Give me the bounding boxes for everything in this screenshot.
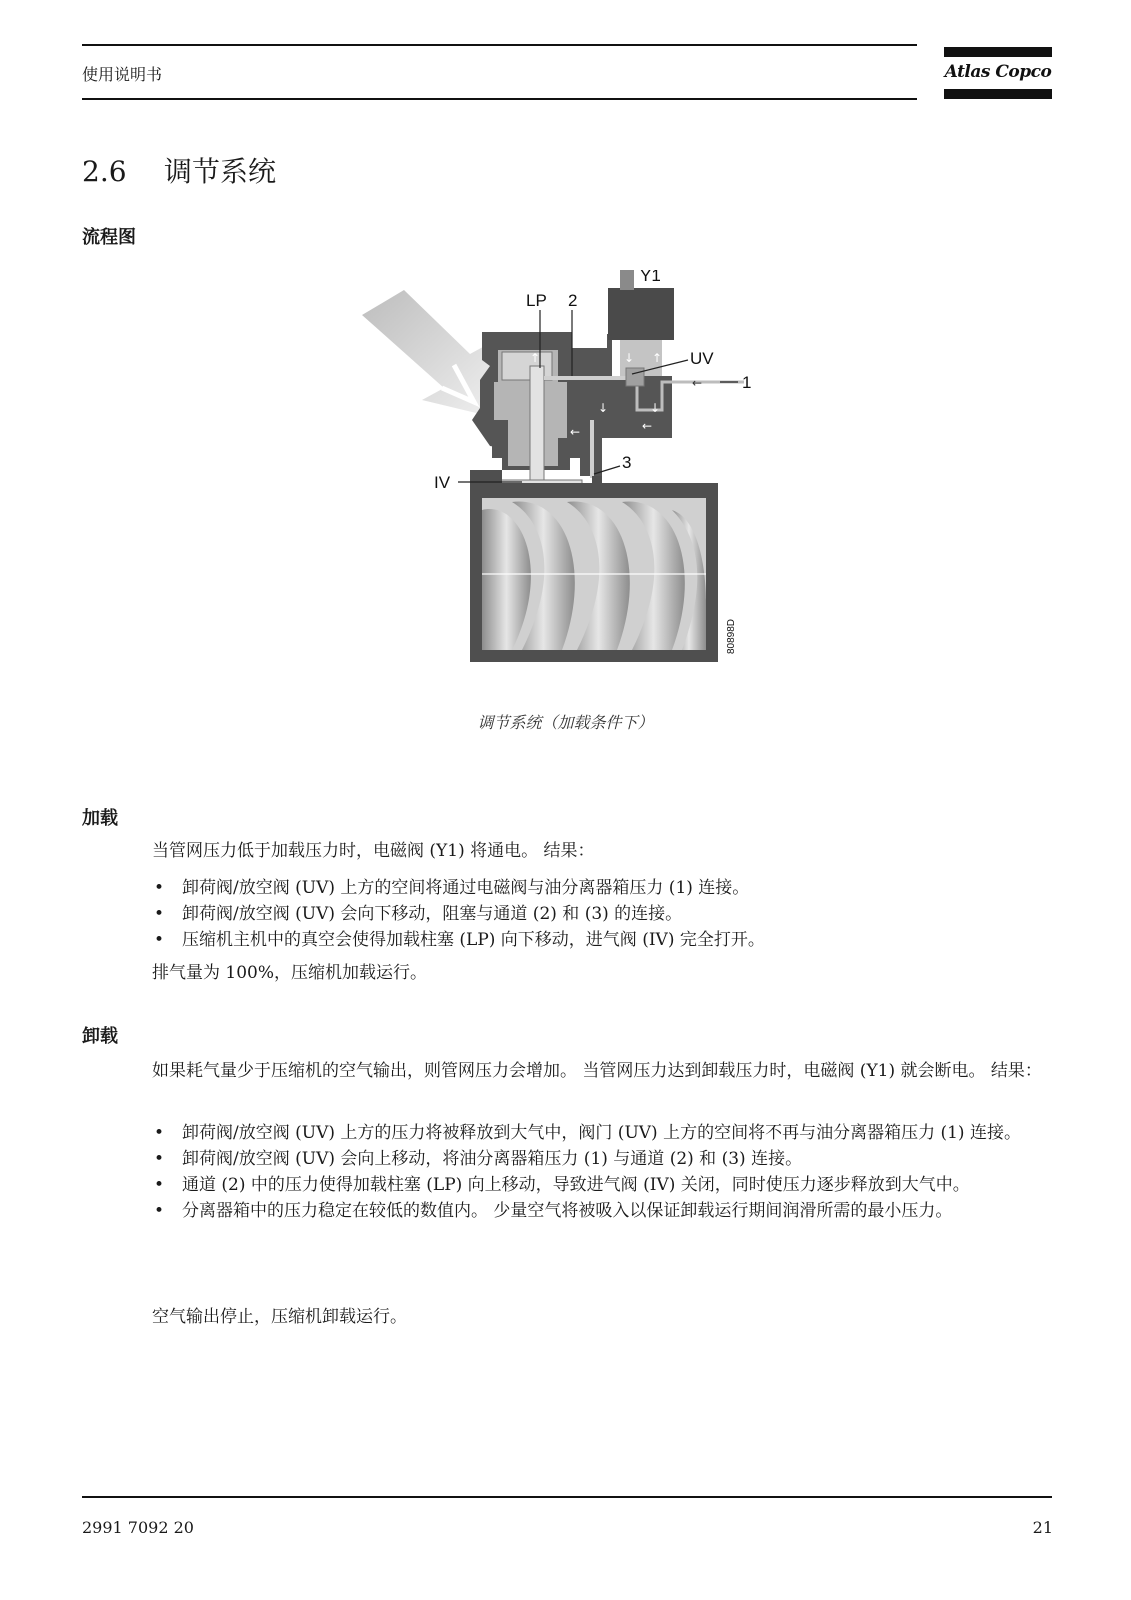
list-item: • 卸荷阀/放空阀 (UV) 上方的空间将通过电磁阀与油分离器箱压力 (1) 连接。 bbox=[152, 875, 1057, 901]
loading-bullet-list bbox=[152, 875, 1057, 953]
page-number: 21 bbox=[1032, 1518, 1053, 1537]
section-number: 2.6 bbox=[82, 155, 127, 188]
label-2: 2 bbox=[568, 291, 578, 310]
section-title: 调节系统 bbox=[164, 155, 277, 188]
figure-reference: 80898D bbox=[726, 618, 737, 654]
list-item: • 压缩机主机中的真空会使得加载柱塞 (LP) 向下移动，进气阀 (IV) 完全打开。 bbox=[152, 927, 1057, 953]
unloading-intro: 如果耗气量少于压缩机的空气输出，则管网压力会增加。 当管网压力达到卸载压力时，电磁阀 (Y1) 就会断电。 结果： bbox=[152, 1061, 1042, 1081]
label-3: 3 bbox=[622, 453, 632, 472]
unloading-heading: 卸载 bbox=[82, 1026, 118, 1047]
flow-arrow-1: ↓ bbox=[624, 351, 635, 365]
regulation-system-diagram bbox=[362, 270, 762, 685]
diagram-svg bbox=[362, 270, 762, 685]
list-item: • 分离器箱中的压力稳定在较低的数值内。 少量空气将被吸入以保证卸载运行期间润滑所需的最小压力。 bbox=[152, 1198, 1057, 1224]
section-heading bbox=[82, 150, 276, 190]
unloader-valve-uv bbox=[626, 368, 644, 386]
flow-arrow-3: ↓ bbox=[598, 401, 609, 415]
header-bottom-rule bbox=[82, 98, 917, 100]
solenoid-valve-y1 bbox=[608, 288, 674, 340]
loading-intro: 当管网压力低于加载压力时，电磁阀 (Y1) 将通电。 结果： bbox=[152, 841, 595, 861]
unloading-bullet-list bbox=[152, 1120, 1057, 1224]
flow-arrow-4: ↓ bbox=[650, 401, 661, 415]
label-iv: IV bbox=[434, 473, 451, 492]
logo-text: Atlas Copco bbox=[944, 62, 1052, 82]
list-item: • 通道 (2) 中的压力使得加载柱塞 (LP) 向上移动，导致进气阀 (IV) 关闭，同时使压力逐步释放到大气中。 bbox=[152, 1172, 1057, 1198]
piston-rod bbox=[530, 366, 544, 491]
inlet-flow-arrow bbox=[362, 290, 497, 418]
flowchart-heading: 流程图 bbox=[82, 227, 136, 248]
flow-arrow-7: ← bbox=[692, 376, 703, 390]
flow-arrow-5: ← bbox=[642, 419, 653, 433]
header-title: 使用说明书 bbox=[82, 65, 163, 84]
flow-arrow-6: ← bbox=[570, 425, 581, 439]
label-1: 1 bbox=[742, 373, 752, 392]
label-uv: UV bbox=[690, 349, 714, 368]
list-item: • 卸荷阀/放空阀 (UV) 会向上移动，将油分离器箱压力 (1) 与通道 (2) 和 (3) 连接。 bbox=[152, 1146, 1057, 1172]
unloading-outro: 空气输出停止，压缩机卸载运行。 bbox=[152, 1307, 407, 1327]
loading-heading: 加载 bbox=[82, 808, 118, 829]
logo-bottom-bar bbox=[944, 89, 1052, 99]
document-number: 2991 7092 20 bbox=[82, 1518, 194, 1537]
list-item: • 卸荷阀/放空阀 (UV) 会向下移动，阻塞与通道 (2) 和 (3) 的连接。 bbox=[152, 901, 1057, 927]
loading-outro: 排气量为 100%，压缩机加载运行。 bbox=[152, 963, 428, 983]
header-top-rule bbox=[82, 44, 917, 46]
label-lp: LP bbox=[526, 291, 547, 310]
list-item: • 卸荷阀/放空阀 (UV) 上方的压力将被释放到大气中，阀门 (UV) 上方的空间将不再与油分离器箱压力 (1) 连接。 bbox=[152, 1120, 1057, 1146]
flow-arrow-2: ↑ bbox=[652, 351, 663, 365]
logo-top-bar bbox=[944, 47, 1052, 57]
footer-rule bbox=[82, 1496, 1052, 1498]
label-y1: Y1 bbox=[640, 270, 661, 285]
figure-caption: 调节系统（加载条件下） bbox=[477, 713, 654, 732]
flow-arrow-8: ↑ bbox=[530, 351, 541, 365]
solenoid-cable bbox=[620, 270, 634, 290]
atlas-copco-logo bbox=[944, 47, 1052, 101]
